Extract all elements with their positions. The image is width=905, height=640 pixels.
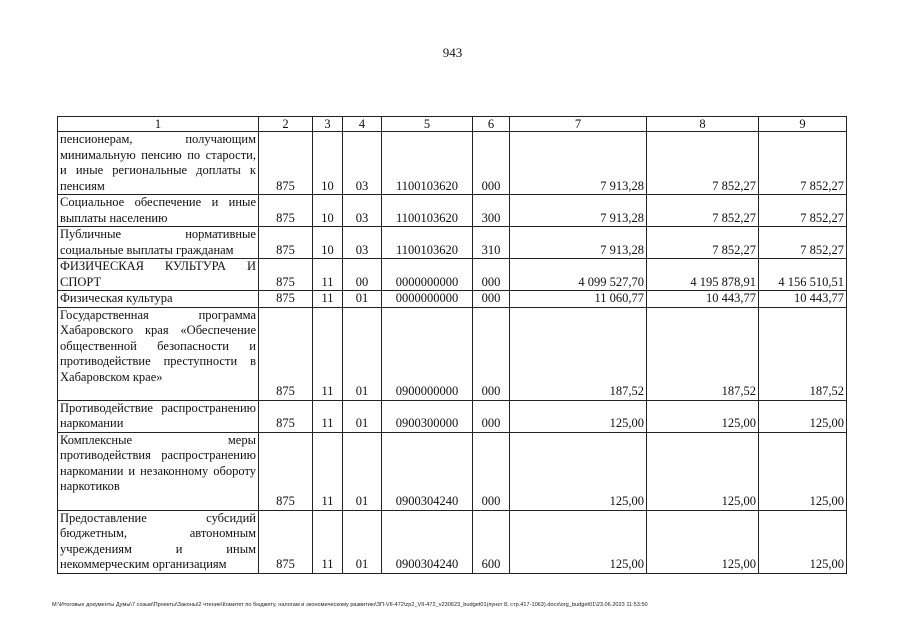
expense-type-cell: 000 xyxy=(473,259,510,291)
target-article-cell: 0900300000 xyxy=(382,400,473,432)
expense-type-cell: 000 xyxy=(473,432,510,510)
budget-table xyxy=(57,116,847,574)
table-row xyxy=(58,400,847,432)
subsection-cell: 03 xyxy=(343,227,382,259)
amount-2024-cell: 187,52 xyxy=(647,307,759,400)
row-name: Физическая культура xyxy=(58,291,259,308)
target-article-cell: 1100103620 xyxy=(382,132,473,195)
amount-2023-cell: 7 913,28 xyxy=(510,195,647,227)
amount-2024-cell: 10 443,77 xyxy=(647,291,759,308)
column-header: 9 xyxy=(759,117,847,132)
column-header: 2 xyxy=(259,117,313,132)
section-cell: 11 xyxy=(313,259,343,291)
row-name: Государственная программа Хабаровского края «Обеспечение общественной безопасности и противодействие преступности в Хабаровском крае» xyxy=(58,307,259,400)
section-cell: 10 xyxy=(313,132,343,195)
amount-2025-cell: 125,00 xyxy=(759,432,847,510)
row-name: ФИЗИЧЕСКАЯ КУЛЬТУРА И СПОРТ xyxy=(58,259,259,291)
table-row xyxy=(58,259,847,291)
expense-type-cell: 000 xyxy=(473,291,510,308)
section-cell: 11 xyxy=(313,307,343,400)
section-cell: 11 xyxy=(313,291,343,308)
column-header: 7 xyxy=(510,117,647,132)
target-article-cell: 1100103620 xyxy=(382,227,473,259)
column-header: 5 xyxy=(382,117,473,132)
code-cell: 875 xyxy=(259,400,313,432)
amount-2025-cell: 7 852,27 xyxy=(759,132,847,195)
row-name: Публичные нормативные социальные выплаты гражданам xyxy=(58,227,259,259)
target-article-cell: 1100103620 xyxy=(382,195,473,227)
amount-2023-cell: 11 060,77 xyxy=(510,291,647,308)
target-article-cell: 0000000000 xyxy=(382,291,473,308)
section-cell: 10 xyxy=(313,227,343,259)
code-cell: 875 xyxy=(259,432,313,510)
page-number: 943 xyxy=(442,45,463,60)
amount-2023-cell: 125,00 xyxy=(510,510,647,573)
amount-2025-cell: 4 156 510,51 xyxy=(759,259,847,291)
section-cell: 11 xyxy=(313,432,343,510)
amount-2023-cell: 4 099 527,70 xyxy=(510,259,647,291)
amount-2025-cell: 10 443,77 xyxy=(759,291,847,308)
column-header: 3 xyxy=(313,117,343,132)
subsection-cell: 03 xyxy=(343,132,382,195)
amount-2023-cell: 7 913,28 xyxy=(510,227,647,259)
code-cell: 875 xyxy=(259,291,313,308)
code-cell: 875 xyxy=(259,195,313,227)
amount-2025-cell: 187,52 xyxy=(759,307,847,400)
table-row xyxy=(58,132,847,195)
target-article-cell: 0000000000 xyxy=(382,259,473,291)
code-cell: 875 xyxy=(259,510,313,573)
expense-type-cell: 310 xyxy=(473,227,510,259)
amount-2024-cell: 125,00 xyxy=(647,510,759,573)
amount-2024-cell: 7 852,27 xyxy=(647,132,759,195)
code-cell: 875 xyxy=(259,132,313,195)
section-cell: 11 xyxy=(313,400,343,432)
document-path-footer: М:\Итоговые документы Думы\7 созыв\Проекты\Законы\2 чтение\Комитет по бюджету, налогам и экономическому развитию\ЗП-VII-472\zp2_VII-472_v230623_budget01(пункт 8, стр.417-1063).docx\org_budget01\23.06.2023 11:53:50 xyxy=(52,602,648,608)
table-row xyxy=(58,291,847,308)
amount-2024-cell: 7 852,27 xyxy=(647,227,759,259)
row-name: Предоставление субсидий бюджетным, автономным учреждениям и иным некоммерческим организациям xyxy=(58,510,259,573)
row-name: пенсионерам, получающим минимальную пенсию по старости, и иные региональные доплаты к пенсиям xyxy=(58,132,259,195)
code-cell: 875 xyxy=(259,307,313,400)
section-cell: 11 xyxy=(313,510,343,573)
row-name: Противодействие распространению наркомании xyxy=(58,400,259,432)
amount-2024-cell: 125,00 xyxy=(647,400,759,432)
row-name: Социальное обеспечение и иные выплаты населению xyxy=(58,195,259,227)
subsection-cell: 03 xyxy=(343,195,382,227)
expense-type-cell: 300 xyxy=(473,195,510,227)
amount-2024-cell: 7 852,27 xyxy=(647,195,759,227)
target-article-cell: 0900304240 xyxy=(382,432,473,510)
table-row xyxy=(58,227,847,259)
expense-type-cell: 000 xyxy=(473,400,510,432)
subsection-cell: 01 xyxy=(343,432,382,510)
table-row xyxy=(58,510,847,573)
column-header: 4 xyxy=(343,117,382,132)
amount-2025-cell: 125,00 xyxy=(759,400,847,432)
table-header-row xyxy=(58,117,847,132)
column-header: 8 xyxy=(647,117,759,132)
code-cell: 875 xyxy=(259,227,313,259)
amount-2025-cell: 7 852,27 xyxy=(759,227,847,259)
subsection-cell: 00 xyxy=(343,259,382,291)
subsection-cell: 01 xyxy=(343,307,382,400)
amount-2024-cell: 125,00 xyxy=(647,432,759,510)
row-name: Комплексные меры противодействия распространению наркомании и незаконному обороту наркотиков xyxy=(58,432,259,510)
subsection-cell: 01 xyxy=(343,400,382,432)
amount-2023-cell: 7 913,28 xyxy=(510,132,647,195)
table-row xyxy=(58,195,847,227)
amount-2025-cell: 125,00 xyxy=(759,510,847,573)
amount-2023-cell: 187,52 xyxy=(510,307,647,400)
expense-type-cell: 000 xyxy=(473,132,510,195)
target-article-cell: 0900304240 xyxy=(382,510,473,573)
expense-type-cell: 000 xyxy=(473,307,510,400)
amount-2024-cell: 4 195 878,91 xyxy=(647,259,759,291)
column-header: 1 xyxy=(58,117,259,132)
section-cell: 10 xyxy=(313,195,343,227)
column-header: 6 xyxy=(473,117,510,132)
table-row xyxy=(58,307,847,400)
subsection-cell: 01 xyxy=(343,510,382,573)
table-row xyxy=(58,432,847,510)
amount-2023-cell: 125,00 xyxy=(510,432,647,510)
subsection-cell: 01 xyxy=(343,291,382,308)
expense-type-cell: 600 xyxy=(473,510,510,573)
amount-2025-cell: 7 852,27 xyxy=(759,195,847,227)
code-cell: 875 xyxy=(259,259,313,291)
amount-2023-cell: 125,00 xyxy=(510,400,647,432)
target-article-cell: 0900000000 xyxy=(382,307,473,400)
